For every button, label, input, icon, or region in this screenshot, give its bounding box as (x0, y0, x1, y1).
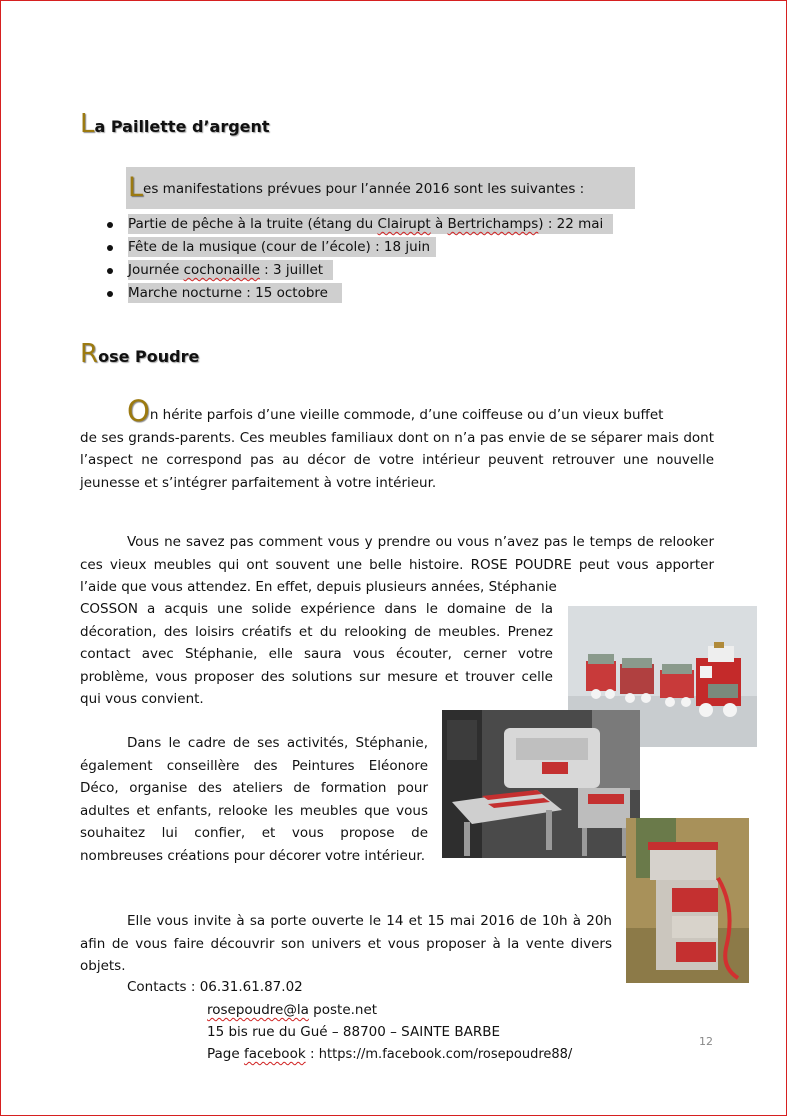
list-item: Fête de la musique (cour de l’école) : 18 juin (100, 236, 613, 259)
photo-painted-furniture (442, 710, 640, 858)
intro-text: es manifestations prévues pour l’année 2016 sont les suivantes : (143, 181, 585, 197)
title-text: ose Poudre (98, 347, 200, 366)
intro-dropcap: L (128, 172, 144, 203)
contacts-address: 15 bis rue du Gué – 88700 – SAINTE BARBE (207, 1024, 501, 1040)
events-intro (126, 167, 635, 209)
paragraph-3: Dans le cadre de ses activités, Stéphanie, également conseillère des Peintures Eléonore Déco, organise des ateliers de formation pour adultes et enfants, relooke les meubles que vous souhaitez lui confier, et vous propose de nombreuses créations pour décorer votre intérieur. (80, 735, 428, 864)
contacts-phone: Contacts : 06.31.61.87.02 (127, 979, 303, 995)
title-dropcap: L (80, 109, 95, 139)
title-text: a Paillette d’argent (94, 117, 270, 136)
paragraph-4: Elle vous invite à sa porte ouverte le 14 et 15 mai 2016 de 10h à 20h afin de vous faire découvrir son univers et vous proposer à la vente divers objets. (80, 913, 612, 974)
photo-jewelry-box (626, 818, 749, 983)
section-title-paillette (80, 109, 270, 139)
paragraph-2b: COSSON a acquis une solide expérience dans le domaine de la décoration, des loisirs créatifs et du relooking de meubles. Prenez contact avec Stéphanie, elle saura vous écouter, cerner votre problème, vous proposer des solutions sur mesure et trouver celle qui vous convient. (80, 601, 553, 707)
paragraph-dropcap: O (127, 394, 150, 428)
list-item: Marche nocturne : 15 octobre (100, 282, 613, 305)
title-dropcap: R (80, 339, 99, 369)
list-item: Partie de pêche à la truite (étang du Clairupt à Bertrichamps) : 22 mai (100, 213, 613, 236)
contacts-facebook: Page facebook : https://m.facebook.com/rosepoudre88/ (207, 1046, 573, 1062)
facebook-link: https://m.facebook.com/rosepoudre88/ (318, 1047, 573, 1062)
paragraph-2a: Vous ne savez pas comment vous y prendre ou vous n’avez pas le temps de relooker ces vieux meubles qui ont souvent une belle histoire. ROSE POUDRE peut vous apporter l’aide que vous attendez. En effet, depuis plusieurs années, Stéphanie (80, 534, 714, 595)
list-item: Journée cochonaille : 3 juillet (100, 259, 613, 282)
contacts-email: rosepoudre@la poste.net (207, 1002, 378, 1018)
events-list (100, 213, 613, 305)
paragraph-1: On hérite parfois d’une vieille commode, d’une coiffeuse ou d’un vieux buffet de ses grands-parents. Ces meubles familiaux dont on n’a pas envie de se séparer mais dont l’aspect ne correspond pas au décor de votre intérieur peuvent retrouver une nouvelle jeunesse et s’intégrer parfaitement à votre intérieur. (80, 394, 714, 491)
section-title-rose-poudre (80, 339, 199, 369)
page-number: 12 (699, 1035, 713, 1048)
